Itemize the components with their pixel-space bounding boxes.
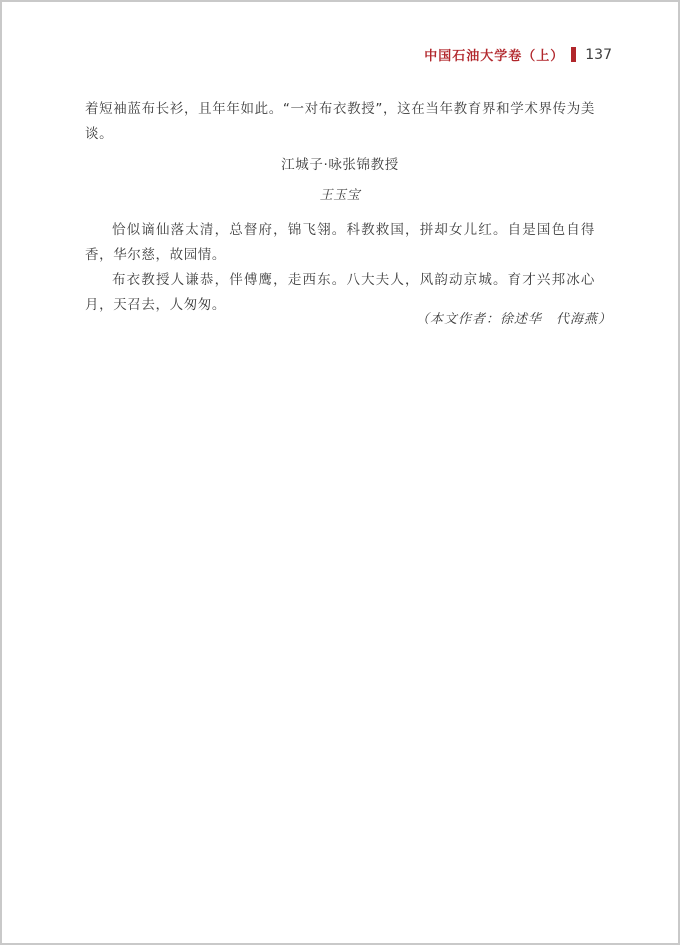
poem-title: 江城子·咏张锦教授 <box>281 157 399 173</box>
poem-author: 王玉宝 <box>319 188 361 203</box>
poem-stanza-1: 恰似谪仙落太清，总督府，锦飞翎。科教救国，拼却女儿红。自是国色自得香，华尔慈，故园情。 <box>85 222 595 263</box>
prose-continuation-line: 着短袖蓝布长衫，且年年如此。“一对布衣教授”，这在当年教育界和学术界传为美谈。 <box>85 101 595 142</box>
poem-stanza-2: 布衣教授人谦恭，伴傅鹰，走西东。八大夫人，风韵动京城。育才兴邦冰心月，天召去，人匆匆。 <box>85 272 595 313</box>
volume-title: 中国石油大学卷（上） <box>424 49 565 64</box>
page-number: 137 <box>585 46 612 63</box>
page-content <box>85 97 595 318</box>
running-header <box>424 45 612 64</box>
article-attribution: （本文作者：徐述华 代海燕） <box>415 312 612 327</box>
header-divider-bar <box>571 47 576 62</box>
